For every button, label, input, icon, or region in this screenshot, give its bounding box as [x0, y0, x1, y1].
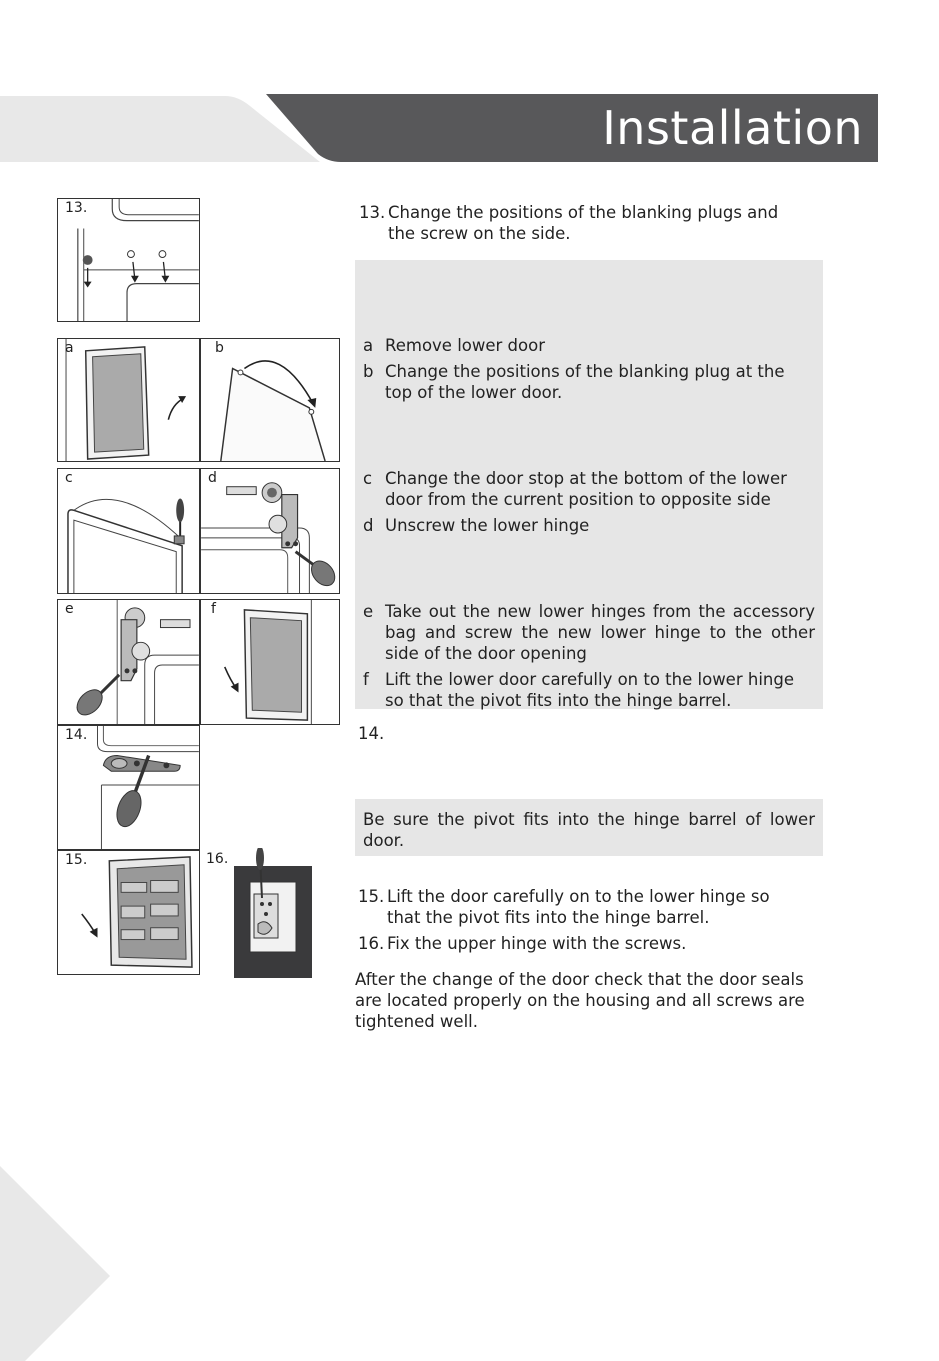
figure-d	[200, 468, 340, 594]
figure-14	[57, 725, 200, 850]
substeps-ab	[363, 335, 815, 403]
substep-d	[363, 515, 815, 536]
figure-a	[57, 338, 200, 462]
figure-e-illustration	[58, 600, 199, 724]
substep-c-letter: c	[363, 469, 373, 488]
figure-e	[57, 599, 200, 725]
substeps-cd	[363, 468, 815, 536]
step-13	[359, 202, 809, 244]
figure-15	[57, 850, 200, 975]
step-15-number: 15.	[358, 887, 385, 906]
figure-f-illustration	[201, 600, 339, 724]
substep-d-letter: d	[363, 516, 374, 535]
figure-d-illustration	[201, 469, 339, 593]
substep-c-text: Change the door stop at the bottom of the lower door from the current position to opposite side	[385, 469, 787, 509]
step-14-note: Be sure the pivot fits into the hinge barrel of lower door.	[363, 810, 815, 850]
step-16	[358, 933, 808, 954]
substep-a-letter: a	[363, 336, 374, 355]
figure-d-label: d	[208, 470, 217, 486]
figure-c	[57, 468, 200, 594]
figure-14-label: 14.	[65, 727, 88, 743]
substep-c	[363, 468, 815, 510]
figure-a-illustration	[58, 339, 199, 461]
substep-f-text: Lift the lower door carefully on to the lower hinge so that the pivot fits into the hinge barrel.	[385, 670, 794, 710]
substep-e-letter: e	[363, 602, 374, 621]
substep-e	[363, 601, 815, 664]
substep-b-letter: b	[363, 362, 374, 381]
corner-decoration	[0, 1166, 110, 1361]
step-13-text: Change the positions of the blanking plugs and the screw on the side.	[388, 203, 779, 243]
step-16-number: 16.	[358, 934, 385, 953]
step-16-text: Fix the upper hinge with the screws.	[387, 934, 687, 953]
page-title: Installation	[602, 101, 863, 155]
figure-c-illustration	[58, 469, 199, 593]
figure-16	[200, 848, 314, 978]
step-14-number: 14.	[358, 724, 385, 743]
figure-c-label: c	[65, 470, 73, 486]
substeps-ef	[363, 601, 815, 711]
figure-b-illustration	[201, 339, 339, 461]
figure-13-label: 13.	[65, 200, 88, 216]
step-15	[358, 886, 808, 928]
step-15-text: Lift the door carefully on to the lower hinge so that the pivot fits into the hinge barrel.	[387, 887, 770, 927]
figure-b	[200, 338, 340, 462]
step-13-number: 13.	[359, 203, 386, 222]
figure-e-label: e	[65, 601, 74, 617]
figure-16-illustration	[200, 848, 314, 978]
substep-a	[363, 335, 815, 356]
substep-b-text: Change the positions of the blanking plug at the top of the lower door.	[385, 362, 785, 402]
substep-a-text: Remove lower door	[385, 336, 546, 355]
substep-d-text: Unscrew the lower hinge	[385, 516, 590, 535]
figure-15-label: 15.	[65, 852, 88, 868]
substep-f-letter: f	[363, 670, 369, 689]
figure-b-label: b	[215, 340, 224, 356]
figure-f	[200, 599, 340, 725]
figure-13-illustration	[58, 199, 199, 321]
substep-e-text: Take out the new lower hinges from the accessory bag and screw the new lower hinge to the other side of the door opening	[385, 602, 815, 663]
figure-13	[57, 198, 200, 322]
substep-b	[363, 361, 815, 403]
figure-15-illustration	[58, 851, 199, 974]
figure-a-label: a	[65, 340, 74, 356]
figure-16-label: 16.	[206, 851, 229, 867]
substep-f	[363, 669, 815, 711]
figure-14-illustration	[58, 726, 199, 849]
figure-f-label: f	[211, 601, 216, 617]
closing-paragraph: After the change of the door check that the door seals are located properly on the housing and all screws are tightened well.	[355, 970, 805, 1031]
